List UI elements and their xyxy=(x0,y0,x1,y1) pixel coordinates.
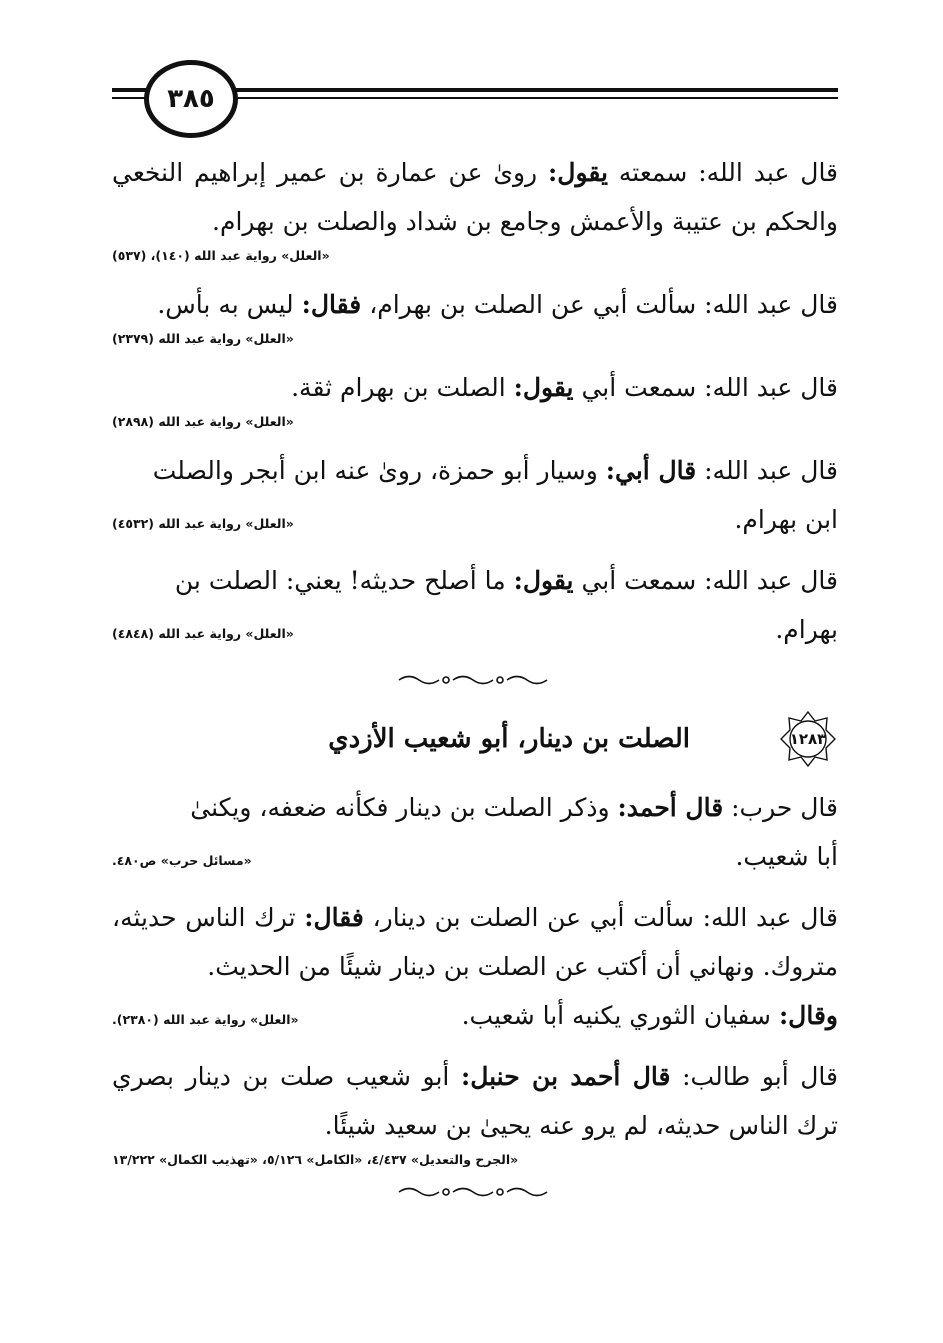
entry-lead: قال عبد الله: سمعت أبي xyxy=(581,566,838,595)
ornamental-divider xyxy=(112,1184,838,1203)
entry-text: ليس به بأس. xyxy=(157,290,302,319)
entry-tail-row xyxy=(112,605,838,658)
section-number: ١٢٨٣ xyxy=(789,730,827,748)
source-citation: «العلل» رواية عبد الله (٢٨٩٨) xyxy=(112,414,294,429)
entry-text: سفيان الثوري يكنيه أبا شعيب. xyxy=(461,1001,779,1030)
entry-lead-bold: وقال: xyxy=(778,1001,838,1030)
entry-text: ما أصلح حديثه! يعني: الصلت بن xyxy=(174,566,514,595)
entry-lead-bold: قال أحمد بن حنبل: xyxy=(460,1062,671,1091)
entry xyxy=(112,893,838,991)
section-heading-row xyxy=(112,709,838,769)
entry-lead: قال حرب: xyxy=(731,793,838,822)
entry-lead: قال عبد الله: سمعت أبي xyxy=(581,373,838,402)
entry-tail: أبا شعيب. xyxy=(735,842,838,871)
entry-text: الصلت بن بهرام ثقة. xyxy=(291,373,514,402)
entry xyxy=(112,363,838,412)
entry xyxy=(112,556,838,605)
source-citation: «العلل» رواية عبد الله (١٤٠)، (٥٣٧) xyxy=(112,248,330,263)
entry-text: ترك الناس حديثه، متروك. ونهاني أن أكتب عن الصلت بن دينار شيئًا من الحديث. xyxy=(112,903,838,981)
entry-lead: قال أبو طالب: xyxy=(682,1062,838,1091)
source-citation: «العلل» رواية عبد الله (٢٣٨٠). xyxy=(112,1012,299,1027)
section-title: الصلت بن دينار، أبو شعيب الأزدي xyxy=(328,724,690,754)
entry-lead: قال عبد الله: سألت أبي عن الصلت بن بهرام، xyxy=(369,290,838,319)
entry-lead-bold: يقول: xyxy=(513,373,574,402)
entry xyxy=(112,783,838,832)
entry-lead-bold: قال أبي: xyxy=(605,456,697,485)
ornament-icon xyxy=(395,1185,555,1199)
entry xyxy=(112,280,838,329)
source-citation: «مسائل حرب» ص٤٨٠. xyxy=(112,853,252,868)
entry-text: روىٰ عن عمارة بن عمير إبراهيم النخعي والحكم بن عتيبة والأعمش وجامع بن شداد والصلت بن بهرام. xyxy=(112,158,838,236)
entry-tail-row xyxy=(112,991,838,1044)
entry-lead: قال عبد الله: سألت أبي عن الصلت بن دينار، xyxy=(372,903,838,932)
entry-tail-row xyxy=(112,832,838,885)
entry-lead-bold: فقال: xyxy=(304,903,364,932)
entry-tail-row xyxy=(112,495,838,548)
source-citation: «العلل» رواية عبد الله (٤٥٣٢) xyxy=(112,516,294,531)
entry-text: وذكر الصلت بن دينار فكأنه ضعفه، ويكنىٰ xyxy=(190,793,618,822)
entry xyxy=(112,1052,838,1150)
entry-lead-bold: يقول: xyxy=(548,158,608,187)
entry-tail: ابن بهرام. xyxy=(734,505,838,534)
source-citation: «العلل» رواية عبد الله (٢٣٧٩) xyxy=(112,331,294,346)
source-citation: «الجرح والتعديل» ٤/٤٣٧، «الكامل» ٥/١٢٦، «تهذيب الكمال» ١٣/٢٢٢ xyxy=(112,1152,519,1167)
entry xyxy=(112,148,838,246)
entry-tail: بهرام. xyxy=(775,615,838,644)
entry-text: أبو شعيب صلت بن دينار بصري ترك الناس حديثه، لم يرو عنه يحيىٰ بن سعيد شيئًا. xyxy=(112,1062,838,1140)
entry-lead: قال عبد الله: xyxy=(704,456,838,485)
ornament-icon xyxy=(395,673,555,687)
entry-text: وسيار أبو حمزة، روىٰ عنه ابن أبجر والصلت xyxy=(152,456,606,485)
page-content xyxy=(112,148,838,1221)
section-emblem xyxy=(778,709,838,769)
entry xyxy=(112,446,838,495)
ornamental-divider xyxy=(112,672,838,691)
page-header xyxy=(112,60,838,140)
page-number: ٣٨٥ xyxy=(144,60,238,138)
entry-lead-bold: قال أحمد: xyxy=(617,793,724,822)
entry-lead: قال عبد الله: سمعته xyxy=(618,158,839,187)
entry-lead-bold: يقول: xyxy=(513,566,574,595)
source-citation: «العلل» رواية عبد الله (٤٨٤٨) xyxy=(112,626,294,641)
entry-lead-bold: فقال: xyxy=(301,290,362,319)
